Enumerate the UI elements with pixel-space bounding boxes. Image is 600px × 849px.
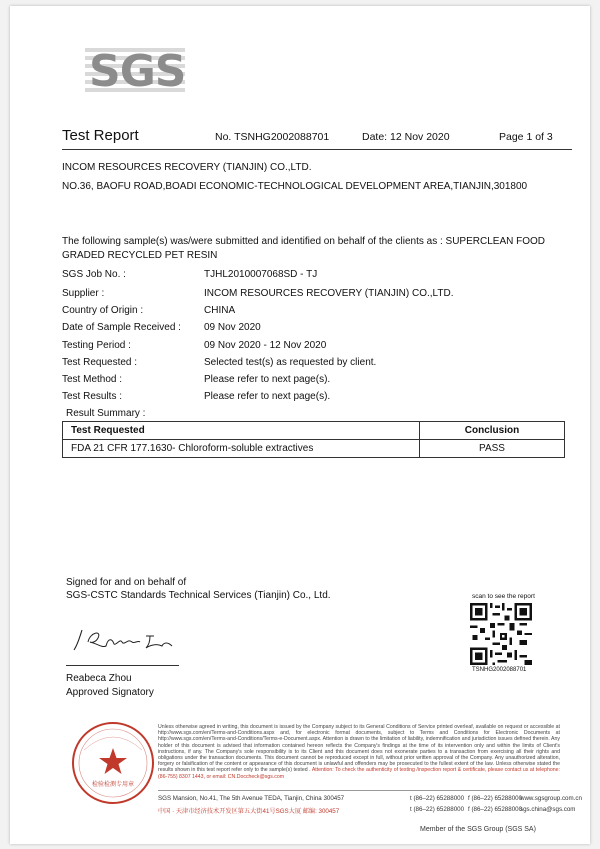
- field-value-country: CHINA: [204, 305, 236, 316]
- field-label-country: Country of Origin :: [62, 305, 144, 316]
- terms-text: Unless otherwise agreed in writing, this document is issued by the Company subject to its General Conditions of Service printed overleaf, available on request or accessible at http://www.sgs.com/en/Terms-and-Conditions.aspx and, for electronic format documents, subject to Terms and Conditions for Electronic Documents at http://www.sgs.com/en/Terms-and-Conditions/Terms-e-Document.aspx. Attention is drawn to the limitation of liability, indemnification and jurisdiction issues defined therein. Any holder of this document is advised that information contained hereon reflects the Company's findings at the time of its intervention only and within the limits of Client's instructions, if any. The Company's sole responsibility is to its Client and this document does not exonerate parties to a transaction from exercising all their rights and obligations under the transaction documents. This document cannot be reproduced except in full, without prior written approval of the Company. Any unauthorized alteration, forgery or falsification of the content or appearance of this document is unlawful and offenders may be prosecuted to the fullest extent of the law. Unless otherwise stated the results shown in this test report refer only to the sample(s) tested .: [158, 724, 560, 774]
- footer-rule: [158, 790, 560, 791]
- sgs-group-member: Member of the SGS Group (SGS SA): [420, 826, 536, 833]
- address-chinese: 中国 · 天津市经济技术开发区第五大街41号SGS大厦 邮编: 300457: [158, 808, 340, 815]
- qr-code-icon[interactable]: [470, 603, 532, 665]
- field-label-date-received: Date of Sample Received :: [62, 322, 181, 333]
- col-header-test: Test Requested: [63, 422, 420, 440]
- telephone-2: t (86–22) 65288000: [410, 806, 465, 813]
- field-value-supplier: INCOM RESOURCES RECOVERY (TIANJIN) CO.,LTD.: [204, 288, 454, 299]
- email-link[interactable]: sgs.china@sgs.com: [520, 806, 576, 813]
- col-header-conclusion: Conclusion: [420, 422, 565, 440]
- field-value-testing-period: 09 Nov 2020 - 12 Nov 2020: [204, 340, 327, 351]
- sgs-logo: [85, 44, 185, 100]
- address-english: SGS Mansion, No.41, The 5th Avenue TEDA, Tianjin, China 300457: [158, 795, 345, 802]
- field-value-test-method: Please refer to next page(s).: [204, 374, 331, 385]
- page-number: Page 1 of 3: [499, 131, 553, 143]
- intro-line-2: GRADED RECYCLED PET RESIN: [62, 250, 218, 261]
- logo-text: SGS: [89, 46, 186, 97]
- official-stamp-seal: [70, 720, 156, 806]
- header-rule: [62, 149, 572, 150]
- field-label-testing-period: Testing Period :: [62, 340, 131, 351]
- cell-test: FDA 21 CFR 177.1630- Chloroform-soluble extractives: [63, 440, 420, 458]
- result-summary-label: Result Summary :: [66, 408, 146, 419]
- report-title: Test Report: [62, 127, 139, 144]
- intro-line-1: The following sample(s) was/were submitted and identified on behalf of the clients as : SUPERCLEAN FOOD: [62, 236, 545, 247]
- report-page: [10, 6, 590, 844]
- field-value-test-requested: Selected test(s) as requested by client.: [204, 357, 377, 368]
- authenticity-notice: Attention: To check the authenticity of testing /inspection report & certificate, please contact us at telephone: (86-755) 8307 1443, or email: CN.Doccheck@sgs.com: [158, 767, 560, 780]
- field-value-date-received: 09 Nov 2020: [204, 322, 261, 333]
- qr-code-number: TSNHG2002088701: [472, 667, 527, 673]
- fax-2: f (86–22) 65288000: [468, 806, 523, 813]
- table-header-row: [63, 422, 565, 440]
- stamp-text: 检验检测专用章: [91, 781, 135, 788]
- signature-line: [66, 665, 179, 666]
- telephone-1: t (86–22) 65288000: [410, 795, 465, 802]
- table-row: [63, 440, 565, 458]
- report-number: No. TSNHG2002088701: [215, 131, 330, 143]
- qr-caption: scan to see the report: [472, 593, 535, 600]
- signatory-name: Reabeca Zhou: [66, 673, 132, 684]
- signed-on-behalf: Signed for and on behalf of: [66, 577, 187, 588]
- result-summary-table: [62, 421, 565, 458]
- terms-fineprint: [158, 724, 560, 780]
- cell-conclusion: PASS: [420, 440, 565, 458]
- website-link[interactable]: www.sgsgroup.com.cn: [520, 795, 582, 802]
- signing-company: SGS-CSTC Standards Technical Services (Tianjin) Co., Ltd.: [66, 590, 331, 601]
- field-value-job-no: TJHL2010007068SD - TJ: [204, 269, 318, 280]
- field-label-job-no: SGS Job No. :: [62, 269, 126, 280]
- field-label-test-requested: Test Requested :: [62, 357, 138, 368]
- field-label-supplier: Supplier :: [62, 288, 105, 299]
- report-date: Date: 12 Nov 2020: [362, 131, 450, 143]
- field-label-test-method: Test Method :: [62, 374, 123, 385]
- handwritten-signature: [68, 624, 178, 656]
- client-address: NO.36, BAOFU ROAD,BOADI ECONOMIC-TECHNOLOGICAL DEVELOPMENT AREA,TIANJIN,301800: [62, 181, 528, 192]
- client-name: INCOM RESOURCES RECOVERY (TIANJIN) CO.,LTD.: [62, 162, 312, 173]
- field-label-test-results: Test Results :: [62, 391, 123, 402]
- fax-1: f (86–22) 65288000: [468, 795, 523, 802]
- field-value-test-results: Please refer to next page(s).: [204, 391, 331, 402]
- signatory-role: Approved Signatory: [66, 687, 154, 698]
